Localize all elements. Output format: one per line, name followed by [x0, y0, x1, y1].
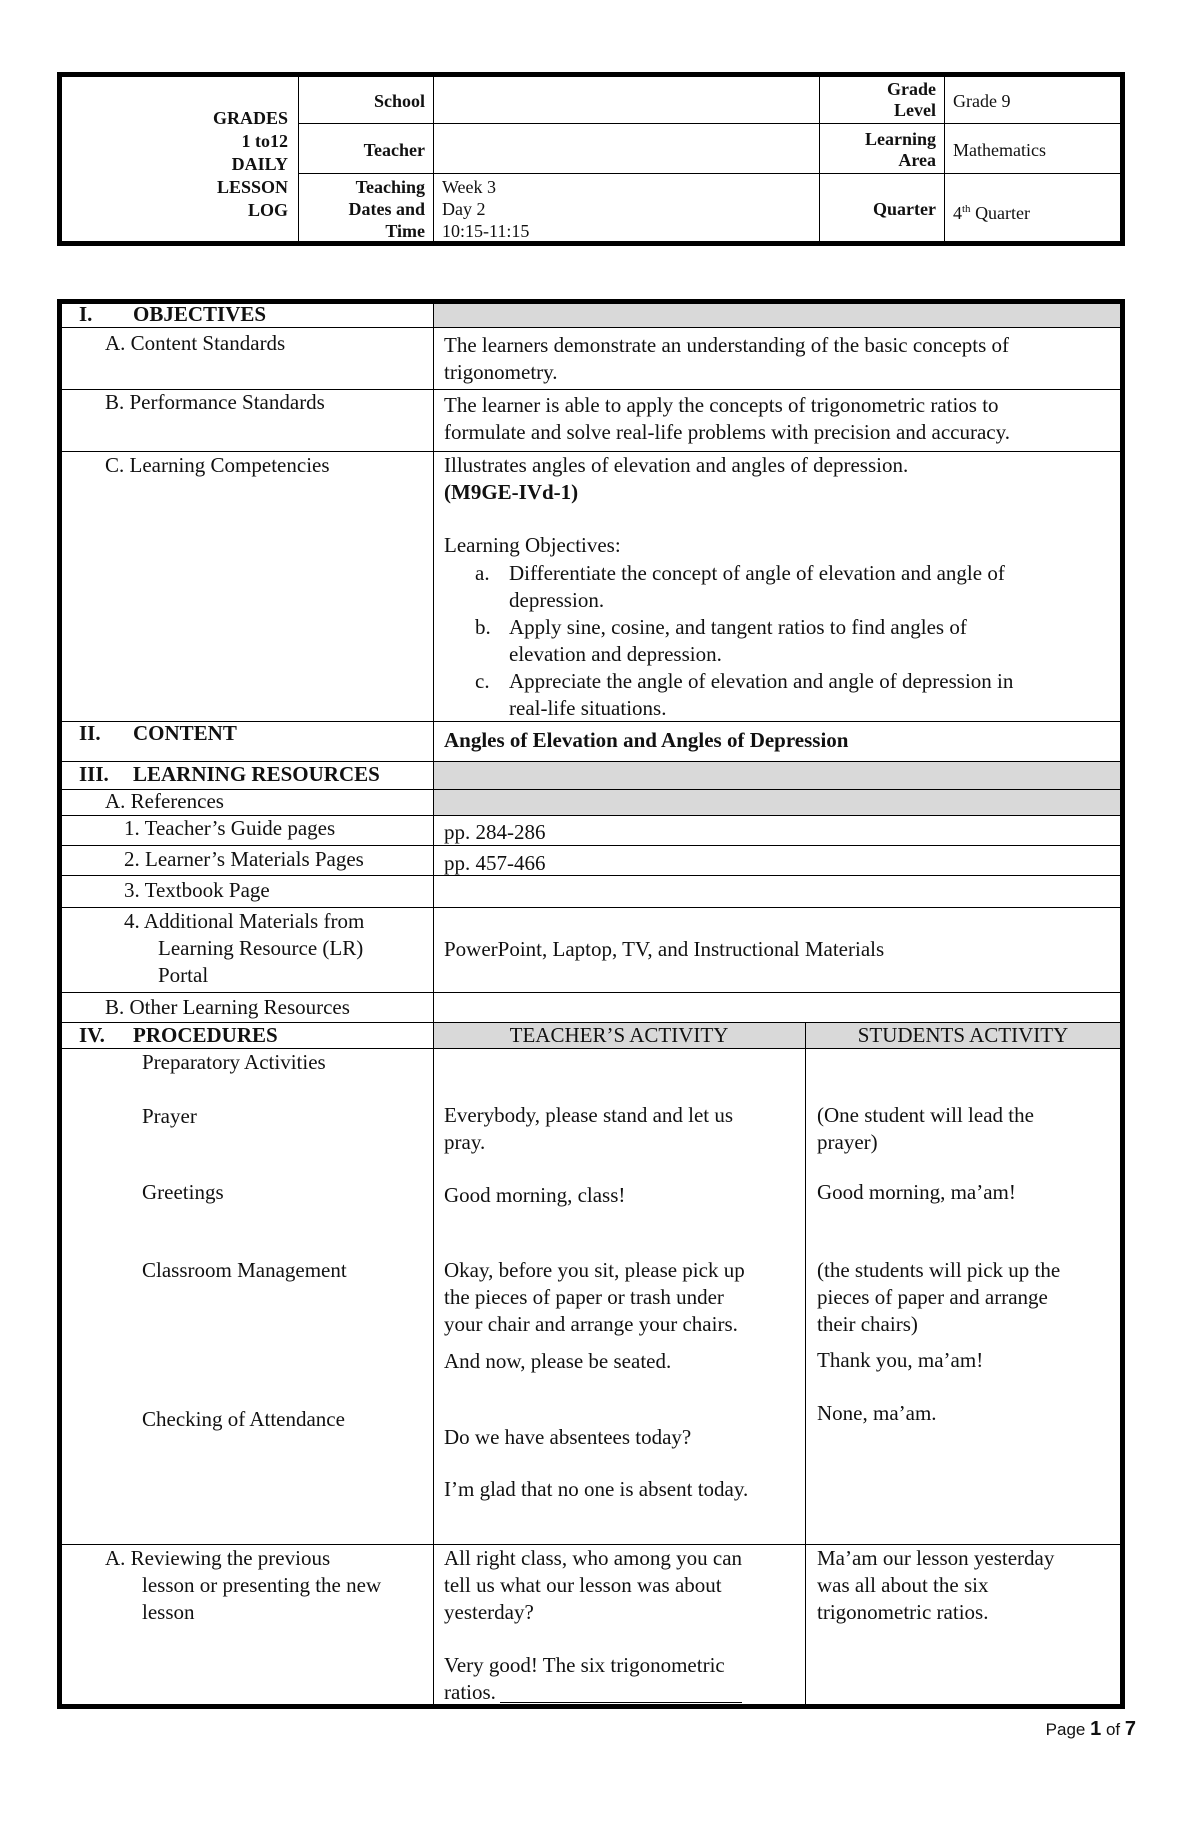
section-num-content: II.	[79, 721, 101, 745]
label-line: lesson	[142, 1600, 195, 1624]
text-line: the pieces of paper or trash under	[444, 1285, 724, 1309]
text-line: yesterday?	[444, 1600, 534, 1624]
text-line: formulate and solve real-life problems with precision and accuracy.	[444, 420, 1010, 444]
text-line: Appreciate the angle of elevation and angle of depression in	[509, 669, 1014, 693]
reviewing-student	[817, 1545, 1117, 1626]
teachers-guide-value: pp. 284-286	[444, 820, 546, 844]
label-line: Learning Resource (LR)	[158, 936, 364, 960]
list-letter: c.	[475, 669, 490, 693]
teacher-activity-header: TEACHER’S ACTIVITY	[509, 1023, 729, 1047]
label-line: A. Reviewing the previous	[105, 1546, 331, 1570]
list-letter: b.	[475, 615, 491, 639]
section-num-procedures: IV.	[79, 1023, 105, 1047]
title-line: LESSON	[216, 177, 288, 197]
prayer-student	[817, 1102, 1117, 1156]
learning-objectives-heading: Learning Objectives:	[444, 533, 621, 557]
section-heading-objectives: OBJECTIVES	[133, 302, 267, 326]
label-line: 4. Additional Materials from	[124, 909, 365, 933]
text-line: trigonometric ratios.	[817, 1600, 989, 1624]
section-num-resources: III.	[79, 762, 109, 786]
text-line: Differentiate the concept of angle of elevation and angle of	[509, 561, 1005, 585]
label-line: Portal	[158, 963, 209, 987]
additional-materials-value: PowerPoint, Laptop, TV, and Instructional Materials	[444, 937, 885, 961]
quarter-label: Quarter	[873, 199, 936, 219]
divider	[298, 173, 1120, 174]
students-activity-header: STUDENTS ACTIVITY	[857, 1023, 1069, 1047]
label-line: Grade	[887, 79, 936, 99]
text-line: Very good! The six trigonometric	[444, 1653, 725, 1677]
text-line: trigonometry.	[444, 360, 558, 384]
title-line: DAILY	[231, 154, 288, 174]
page-total: 7	[1124, 1718, 1136, 1740]
list-letter: a.	[475, 561, 490, 585]
reviewing-teacher	[444, 1545, 799, 1706]
label-line: Learning	[864, 129, 936, 149]
learning-area-label	[819, 129, 936, 171]
divider	[433, 304, 434, 1704]
divider	[805, 1022, 806, 1704]
divider	[944, 77, 945, 241]
section-heading-procedures: PROCEDURES	[133, 1023, 278, 1047]
value-line: Week 3	[442, 177, 497, 197]
learning-competencies-value	[444, 452, 1104, 559]
prayer-teacher	[444, 1102, 799, 1156]
text-line: pieces of paper and arrange	[817, 1285, 1048, 1309]
lesson-log-table	[57, 299, 1125, 1709]
quarter-number: 4	[953, 203, 962, 223]
text-line: pray.	[444, 1130, 486, 1154]
learning-objectives-list	[475, 560, 1105, 722]
page-number: 1	[1090, 1718, 1102, 1740]
text-line: prayer)	[817, 1130, 878, 1154]
greetings-label: Greetings	[142, 1180, 224, 1204]
reviewing-label	[105, 1545, 425, 1626]
label-line: Level	[894, 100, 936, 120]
text-line: The learner is able to apply the concepts of trigonometric ratios to	[444, 393, 999, 417]
text-line: All right class, who among you can	[444, 1546, 743, 1570]
attendance-label: Checking of Attendance	[142, 1407, 345, 1431]
value-line: 10:15-11:15	[442, 221, 530, 241]
competency-text: Illustrates angles of elevation and angles of depression.	[444, 453, 909, 477]
school-label: School	[373, 91, 425, 111]
teaching-dates-label	[298, 176, 425, 242]
textbook-page-label: 3. Textbook Page	[124, 878, 270, 902]
divider	[62, 992, 1120, 993]
text-line: (One student will lead the	[817, 1103, 1034, 1127]
text-line: Apply sine, cosine, and tangent ratios to find angles of	[509, 615, 967, 639]
title-line: LOG	[247, 200, 288, 220]
learning-competencies-label: C. Learning Competencies	[105, 453, 330, 477]
attendance-teacher-question: Do we have absentees today?	[444, 1425, 692, 1449]
header-table	[57, 72, 1125, 246]
section-heading-resources: LEARNING RESOURCES	[133, 762, 380, 786]
content-value: Angles of Elevation and Angles of Depression	[444, 728, 849, 752]
learning-area-value: Mathematics	[953, 140, 1046, 160]
text-line: The learners demonstrate an understanding of the basic concepts of	[444, 333, 1010, 357]
content-standards-value	[444, 332, 1104, 386]
learners-materials-label: 2. Learner’s Materials Pages	[124, 847, 364, 871]
performance-standards-label: B. Performance Standards	[105, 390, 325, 414]
greetings-teacher: Good morning, class!	[444, 1183, 626, 1207]
text-line: depression.	[509, 588, 605, 612]
list-item	[475, 668, 1105, 722]
section-heading-content: CONTENT	[133, 721, 237, 745]
greetings-student: Good morning, ma’am!	[817, 1180, 1016, 1204]
page-word: Page	[1045, 1720, 1086, 1739]
grade-level-label	[819, 79, 936, 121]
underline	[500, 1702, 742, 1703]
quarter-value	[953, 199, 1030, 224]
quarter-suffix: th	[962, 203, 971, 215]
performance-standards-value	[444, 392, 1104, 446]
learners-materials-value: pp. 457-466	[444, 851, 546, 875]
list-item	[475, 560, 1105, 614]
grade-level-value: Grade 9	[953, 91, 1011, 111]
title-line: 1 to12	[241, 131, 288, 151]
preparatory-activities-label: Preparatory Activities	[142, 1050, 326, 1074]
label-line: Dates and	[348, 199, 425, 219]
seated-student: Thank you, ma’am!	[817, 1348, 984, 1372]
label-line: Time	[385, 221, 425, 241]
classroom-management-label: Classroom Management	[142, 1258, 347, 1282]
shaded-cell	[433, 789, 1120, 815]
text-line: (the students will pick up the	[817, 1258, 1061, 1282]
of-word: of	[1105, 1720, 1121, 1739]
value-line: Day 2	[442, 199, 486, 219]
page-indicator	[1046, 1718, 1136, 1741]
seated-teacher: And now, please be seated.	[444, 1349, 672, 1373]
attendance-student: None, ma’am.	[817, 1401, 937, 1425]
prayer-label: Prayer	[142, 1104, 197, 1128]
divider	[298, 123, 1120, 124]
competency-code: (M9GE-IVd-1)	[444, 480, 579, 504]
text-line: Ma’am our lesson yesterday	[817, 1546, 1055, 1570]
classroom-management-teacher	[444, 1257, 799, 1338]
shaded-cell	[433, 761, 1120, 789]
list-item	[475, 614, 1105, 668]
quarter-word: Quarter	[970, 203, 1031, 223]
text-line: tell us what our lesson was about	[444, 1573, 722, 1597]
text-line: elevation and depression.	[509, 642, 722, 666]
text-line: real-life situations.	[509, 696, 667, 720]
teaching-dates-value	[442, 176, 529, 242]
section-num-objectives: I.	[79, 302, 93, 326]
text-line: your chair and arrange your chairs.	[444, 1312, 738, 1336]
content-standards-label: A. Content Standards	[105, 331, 286, 355]
text-line: their chairs)	[817, 1312, 918, 1336]
text-line: Okay, before you sit, please pick up	[444, 1258, 745, 1282]
label-line: lesson or presenting the new	[142, 1573, 382, 1597]
divider	[433, 77, 434, 241]
text-line: Everybody, please stand and let us	[444, 1103, 734, 1127]
divider	[62, 875, 1120, 876]
shaded-cell	[433, 304, 1120, 327]
references-label: A. References	[105, 789, 224, 813]
other-resources-label: B. Other Learning Resources	[105, 995, 350, 1019]
teachers-guide-label: 1. Teacher’s Guide pages	[124, 816, 336, 840]
additional-materials-label	[124, 908, 424, 989]
dll-title	[62, 107, 288, 222]
label-line: Area	[898, 150, 936, 170]
classroom-management-student	[817, 1257, 1117, 1338]
attendance-teacher-answer: I’m glad that no one is absent today.	[444, 1477, 749, 1501]
teacher-label: Teacher	[363, 140, 425, 160]
text-line: was all about the six	[817, 1573, 989, 1597]
label-line: Teaching	[355, 177, 425, 197]
title-line: GRADES	[212, 108, 288, 128]
text-line: ratios.	[444, 1680, 496, 1704]
